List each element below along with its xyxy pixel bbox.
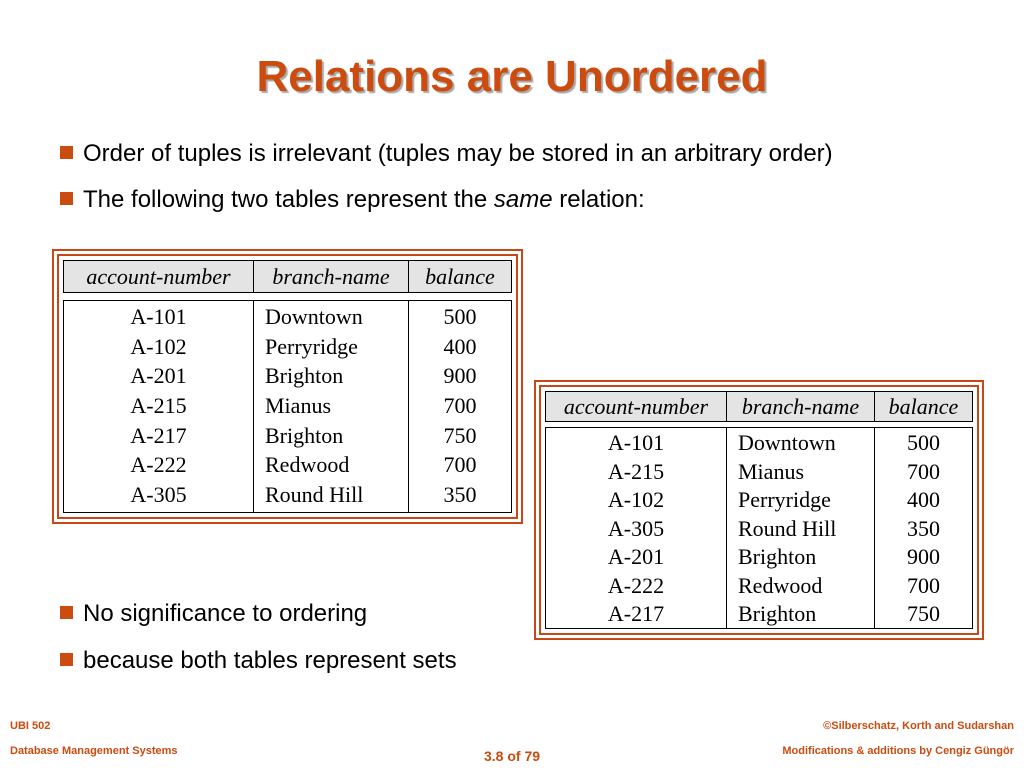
table-cell: 700 <box>443 452 477 478</box>
table-cell: 400 <box>907 487 940 512</box>
table-cell: A-215 <box>130 393 187 419</box>
table-cell: A-102 <box>130 333 187 359</box>
table-cell: 350 <box>443 482 477 508</box>
table-cell: Round Hill <box>265 482 364 508</box>
table-cell: 700 <box>907 458 940 484</box>
header-branch-name: branch-name <box>727 392 875 421</box>
column-balance <box>875 428 972 628</box>
bullet-square-icon <box>60 146 73 159</box>
table-1-header-row <box>63 260 512 293</box>
table-cell: 500 <box>443 304 477 329</box>
header-branch-name: branch-name <box>254 261 409 292</box>
table-1-content <box>63 260 512 513</box>
table-cell: 900 <box>443 363 477 389</box>
table-cell: A-201 <box>130 363 187 389</box>
table-cell: 700 <box>907 572 940 598</box>
footer-modifications: Modifications & additions by Cengiz Güngör <box>782 745 1014 757</box>
table-cell: A-215 <box>607 458 665 484</box>
footer-course: UBI 502 <box>10 720 51 732</box>
footer-page-number: 3.8 of 79 <box>483 748 541 764</box>
table-cell: Redwood <box>738 572 823 598</box>
column-account-number <box>546 428 727 628</box>
bullet-square-icon <box>60 192 73 205</box>
footer-copyright: ©Silberschatz, Korth and Sudarshan <box>823 720 1014 732</box>
table-cell: Brighton <box>738 601 817 626</box>
bullet-1 <box>60 140 833 168</box>
bullet-3 <box>60 600 367 628</box>
table-cell: Mianus <box>265 393 331 419</box>
table-cell: Round Hill <box>738 515 837 541</box>
header-account-number: account-number <box>64 261 254 292</box>
relation-table-2 <box>534 380 984 640</box>
table-cell: Mianus <box>738 458 804 484</box>
bullet-square-icon <box>60 606 73 619</box>
bullet-1-text: Order of tuples is irrelevant (tuples may be stored in an arbitrary order) <box>83 140 833 167</box>
table-cell: A-217 <box>130 422 187 448</box>
bullet-2-text-after: relation: <box>552 186 645 213</box>
table-cell: Perryridge <box>265 333 358 359</box>
header-balance: balance <box>888 393 959 419</box>
table-2-header-row <box>545 391 973 422</box>
table-cell: Redwood <box>265 452 350 478</box>
table-2-body <box>545 427 973 629</box>
bullet-2-emphasis: same <box>493 186 553 213</box>
table-cell: Downtown <box>738 430 836 455</box>
table-cell: A-305 <box>130 482 187 508</box>
table-cell: A-222 <box>130 452 187 478</box>
table-1-body <box>63 300 512 513</box>
table-cell: Brighton <box>265 422 344 448</box>
table-cell: 750 <box>443 422 477 448</box>
footer-subject: Database Management Systems <box>10 745 178 757</box>
table-cell: A-102 <box>607 487 665 512</box>
table-cell: 400 <box>443 333 477 359</box>
header-balance: balance <box>425 263 495 289</box>
table-cell: 700 <box>443 393 477 419</box>
column-branch-name <box>727 428 875 628</box>
table-cell: Brighton <box>738 544 817 569</box>
table-cell: A-222 <box>607 572 665 598</box>
table-cell: 750 <box>907 601 940 626</box>
bullet-4 <box>60 647 457 675</box>
bullet-square-icon <box>60 653 73 666</box>
column-balance <box>409 301 511 512</box>
table-cell: Perryridge <box>738 487 831 512</box>
table-2-content <box>545 391 973 629</box>
table-cell: 500 <box>907 430 940 455</box>
table-cell: A-217 <box>607 601 665 626</box>
table-cell: Downtown <box>265 304 363 329</box>
table-cell: A-101 <box>130 304 187 329</box>
bullet-4-text: because both tables represent sets <box>83 647 457 674</box>
relation-table-1 <box>52 249 523 524</box>
bullet-2 <box>60 186 645 214</box>
slide-title: Relations are Unordered <box>256 52 768 101</box>
header-account-number: account-number <box>546 392 727 421</box>
table-cell: 900 <box>907 544 940 569</box>
table-cell: 350 <box>907 515 940 541</box>
column-account-number <box>64 301 254 512</box>
table-cell: A-101 <box>607 430 665 455</box>
table-cell: A-201 <box>607 544 665 569</box>
table-cell: A-305 <box>607 515 665 541</box>
bullet-2-text-before: The following two tables represent the <box>83 186 494 213</box>
column-branch-name <box>254 301 409 512</box>
table-cell: Brighton <box>265 363 344 389</box>
bullet-3-text: No significance to ordering <box>83 600 368 627</box>
